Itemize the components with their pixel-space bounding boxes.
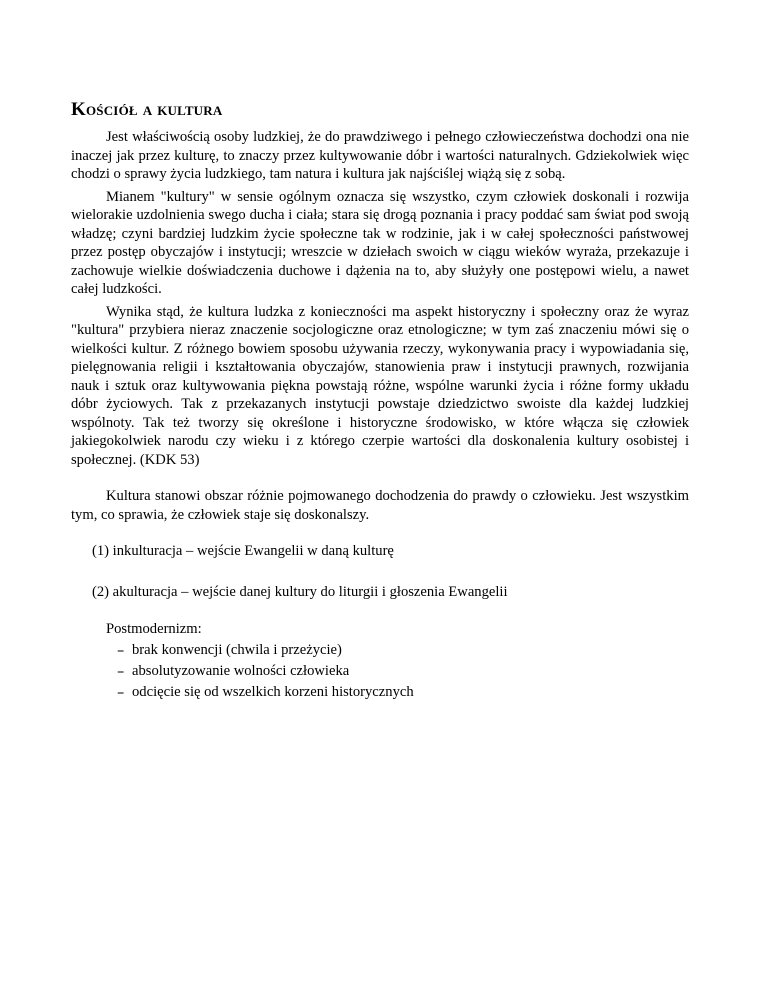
list-item-text: absolutyzowanie wolności człowieka xyxy=(132,662,350,679)
list-item-text: odcięcie się od wszelkich korzeni historycznych xyxy=(132,683,414,700)
paragraph-2: Mianem "kultury" w sensie ogólnym oznacza się wszystko, czym człowiek doskonali i rozwija wielorakie uzdolnienia swego ducha i ciała; stara się drogą poznania i pracy poddać sam świat pod swoją władzę; czyni bardziej ludzkim życie społeczne tak w rodzinie, jak i w całej społeczności państwowej przez postęp obyczajów i instytucji; wreszcie w dziełach swoich w ciągu wieków wyraża, przekazuje i zachowuje wielkie doświadczenia duchowe i dążenia na to, aby służyły one postępowi wielu, a nawet całej ludzkości. xyxy=(71,188,689,297)
list-item xyxy=(71,682,689,703)
postmodernism-label: Postmodernizm: xyxy=(106,621,202,637)
list-item xyxy=(71,661,689,682)
document-title: Kościół a kultura xyxy=(71,99,223,120)
numbered-item-akulturacja: (2) akulturacja – wejście danej kultury do liturgii i głoszenia Ewangelii xyxy=(92,583,508,600)
numbered-item-inkulturacja: (1) inkulturacja – wejście Ewangelii w daną kulturę xyxy=(92,543,394,559)
list-item xyxy=(71,640,689,661)
list-item-text: brak konwencji (chwila i przeżycie) xyxy=(132,641,342,658)
paragraph-1: Jest właściwością osoby ludzkiej, że do prawdziwego i pełnego człowieczeństwa dochodzi ona nie inaczej jak przez kulturę, to znaczy przez kultywowanie dóbr i wartości naturalnych. Gdziekolwiek więc chodzi o sprawy życia ludzkiego, tam natura i kultura jak najściślej wiążą się z sobą. xyxy=(71,129,689,182)
paragraph-4: Kultura stanowi obszar różnie pojmowanego dochodzenia do prawdy o człowieku. Jest wszystkim tym, co sprawia, że człowiek staje się doskonalszy. xyxy=(71,488,689,523)
dash-bullet-icon: – xyxy=(117,641,125,659)
dash-bullet-icon: – xyxy=(117,683,125,701)
paragraph-3: Wynika stąd, że kultura ludzka z konieczności ma aspekt historyczny i społeczny oraz że wyraz "kultura" przybiera nieraz znaczenie socjologiczne oraz etnologiczne; w tym zaś znaczeniu mówi się o wielkości kultur. Z różnego bowiem sposobu używania rzeczy, wykonywania pracy i wypowiadania się, pielęgnowania religii i kształtowania obyczajów, stanowienia praw i instytucji prawnych, rozwijania nauk i sztuk oraz kultywowania piękna powstają różne, wspólne warunki życia i różne formy układu dóbr życiowych. Tak z przekazanych instytucji powstaje dziedzictwo swoiste dla każdej ludzkiej wspólnoty. Tak też tworzy się określone i historyczne środowisko, w które włącza się człowiek jakiegokolwiek narodu czy wieku i z którego czerpie wartości dla doskonalenia kultury osobistej i społecznej. (KDK 53) xyxy=(71,303,689,468)
document-page xyxy=(71,98,689,703)
dash-bullet-icon: – xyxy=(117,662,125,680)
postmodernism-list xyxy=(71,640,689,703)
